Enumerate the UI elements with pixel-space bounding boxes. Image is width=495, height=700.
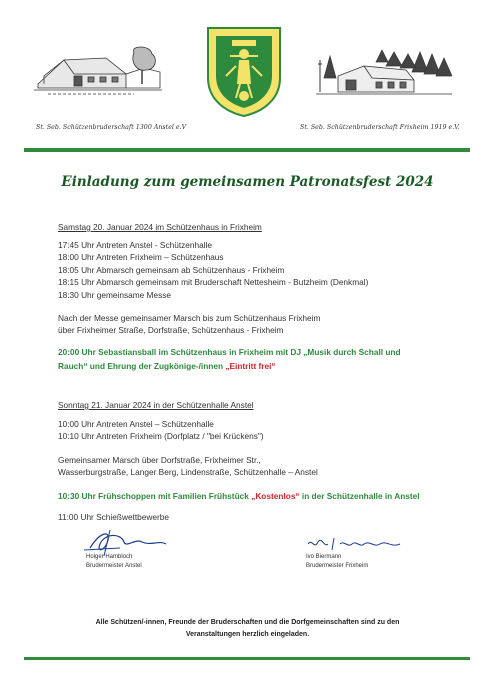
free-of-charge-label: „Kostenlos“ (251, 491, 300, 501)
letterhead (0, 0, 495, 148)
brunch-text: 10:30 Uhr Frühschoppen mit Familien Frühstück (58, 491, 252, 501)
free-entry-label: „Eintritt frei“ (225, 361, 276, 371)
schuetzenhalle-anstel-sketch (34, 44, 162, 98)
closing-line: Veranstaltungen herzlich eingeladen. (185, 631, 310, 638)
signatory-role: Brudermeister Anstel (86, 563, 142, 569)
schedule-item: 10:10 Uhr Antreten Frixheim (Dorfplatz / "bei Krückens") (58, 431, 264, 441)
closing-invitation (0, 617, 495, 641)
invitation-title: Einladung zum gemeinsamen Patronatsfest 2024 (61, 174, 434, 190)
signatory-name: Ivo Biermann (306, 554, 342, 560)
closing-line: Alle Schützen/-innen, Freunde der Bruderschaften und die Dorfgemeinschaften sind zu den (95, 619, 400, 626)
bottom-rule (24, 657, 470, 660)
march-text: über Frixheimer Straße, Dorfstraße, Schützenhaus - Frixheim (58, 325, 284, 335)
ball-honour-text: Rauch“ und Ehrung der Zugkönige-/innen (58, 361, 226, 371)
signature-biermann (304, 534, 404, 554)
schedule-item: 17:45 Uhr Antreten Anstel - Schützenhalle (58, 240, 213, 250)
brunch-location: in der Schützenhalle in Anstel (299, 491, 420, 501)
signatory-role: Brudermeister Frixheim (306, 563, 369, 569)
frixheim-caption: St. Seb. Schützenbruderschaft Frixheim 1919 e.V. (300, 124, 460, 131)
brotherhood-crest (206, 26, 282, 118)
schedule-item: 10:00 Uhr Antreten Anstel – Schützenhalle (58, 419, 214, 429)
march-text: Wasserburgstraße, Langer Berg, Lindenstraße, Schützenhalle – Anstel (58, 467, 318, 477)
schedule-item: 18:30 Uhr gemeinsame Messe (58, 290, 171, 300)
shooting-competition: 11:00 Uhr Schießwettbewerbe (58, 512, 169, 522)
march-text: Nach der Messe gemeinsamer Marsch bis zum Schützenhaus Frixheim (58, 313, 321, 323)
top-rule (24, 148, 470, 152)
saturday-heading: Samstag 20. Januar 2024 im Schützenhaus in Frixheim (58, 222, 262, 232)
ball-announcement-cont (58, 361, 276, 372)
schedule-item: 18:15 Uhr Abmarsch gemeinsam mit Bruderschaft Nettesheim - Butzheim (Denkmal) (58, 277, 369, 287)
brunch-announcement (58, 491, 420, 502)
signatory-name: Holger Hambloch (86, 554, 133, 560)
schedule-item: 18:00 Uhr Antreten Frixheim – Schützenhaus (58, 252, 224, 262)
schuetzenhaus-frixheim-sketch (316, 48, 452, 100)
march-text: Gemeinsamer Marsch über Dorfstraße, Frixheimer Str., (58, 455, 261, 465)
sunday-heading: Sonntag 21. Januar 2024 in der Schützenhalle Anstel (58, 400, 254, 410)
anstel-caption: St. Seb. Schützenbruderschaft 1300 Anstel e.V (36, 124, 187, 131)
schedule-item: 18:05 Uhr Abmarsch gemeinsam ab Schützenhaus - Frixheim (58, 265, 285, 275)
ball-announcement: 20:00 Uhr Sebastiansball im Schützenhaus in Frixheim mit DJ „Musik durch Schall und (58, 347, 401, 357)
